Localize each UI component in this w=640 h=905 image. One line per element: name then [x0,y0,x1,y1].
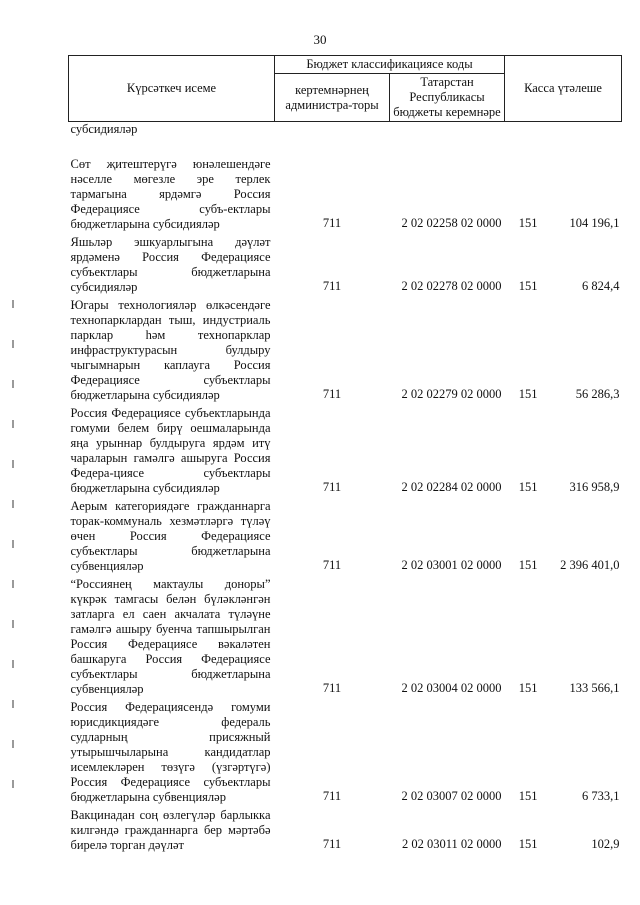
row-admin-code: 711 [322,837,342,851]
table-row [69,700,622,808]
income-subcode: 151 [518,480,538,494]
continuation-row [69,122,622,158]
row-income-code [390,406,538,499]
row-admin-code: 711 [322,789,342,803]
table-row [69,808,622,856]
row-income-code [390,577,538,700]
income-code: 2 02 03001 02 0000 [401,558,502,572]
row-income-code [390,808,538,856]
row-indicator-name: Яшьләр эшкуарлыгына дәүләт ярдәменә Россия Федерациясе субъектлары бюджетларына субсидияләр [70,235,271,294]
row-indicator-name: Вакцинадан соң өзлегүләр барлыкка килгәндә гражданнарга бер мәртәбә бирелә торган дәүләт [70,808,271,852]
table-row [69,406,622,499]
row-admin-code: 711 [322,681,342,695]
income-code: 2 02 02258 02 0000 [401,216,502,230]
row-income-code [390,157,538,235]
income-code: 2 02 03011 02 0000 [401,837,502,851]
row-income-code [390,235,538,298]
row-cash-amount: 104 196,1 [569,216,620,230]
row-admin-code: 711 [322,279,342,293]
income-code: 2 02 03007 02 0000 [401,789,502,803]
table-row [69,499,622,577]
row-income-code [390,700,538,808]
table-row [69,577,622,700]
header-income: Татарстан Республикасы бюджеты керемнәре [390,74,505,122]
row-cash-amount: 102,9 [591,837,620,851]
row-admin-code: 711 [322,387,342,401]
income-subcode: 151 [518,279,538,293]
table-row [69,157,622,235]
row-cash-amount: 133 566,1 [569,681,620,695]
row-indicator-name: Россия Федерациясендә гомуми юрисдикциядәге федераль судларның присяжный утырышчыларына кандидатлар исемлекләрен төзүгә (үзгәртүгә) Россия Федерациясе субъектлары бюджетларына субвенцияләр [70,700,271,804]
row-indicator-name: Сөт җитештерүгә юнәлешендәге нәселле мөгезле эре терлек тармагына ярдәмгә Россия Федерациясе субъ-ектлары бюджетларына субсидияләр [70,157,271,231]
page-number: 30 [313,32,327,47]
income-subcode: 151 [518,558,538,572]
row-indicator-name: Россия Федерациясе субъектларында гомуми белем бирү оешмаларында яңа урыннар булдыруга ярдәм итү чараларын гамәлгә ашыруга Россия Федера-циясе субъектлары бюджетларына субсидияләр [70,406,271,495]
table-row [69,235,622,298]
header-indicator-name: Күрсәткеч исеме [69,56,275,122]
header-budget-code: Бюджет классификациясе коды [275,56,505,74]
header-admin: кертемнәрнең администра-торы [275,74,390,122]
income-subcode: 151 [518,681,538,695]
row-indicator-name: Аерым категориядәге гражданнарга торак-коммуналь хезмәтләргә түләү өчен Россия Федерациясе субъектлары бюджетларына субвенцияләр [70,499,271,573]
row-admin-code: 711 [322,216,342,230]
budget-table [68,55,622,856]
income-subcode: 151 [518,789,538,803]
binding-marks [12,300,18,820]
row-admin-code: 711 [322,480,342,494]
row-cash-amount: 56 286,3 [575,387,620,401]
row-cash-amount: 6 733,1 [582,789,620,803]
income-code: 2 02 02279 02 0000 [401,387,502,401]
income-code: 2 02 02278 02 0000 [401,279,502,293]
continuation-text: субсидияләр [70,122,138,136]
table-row [69,298,622,406]
income-code: 2 02 03004 02 0000 [401,681,502,695]
row-indicator-name: “Россиянең мактаулы доноры” күкрәк тамгасы белән бүләкләнгән затларга ел саен акчалата түләүне гамәлгә ашыру буенча тапшырылган Россия Федерациясе вәкаләтен башкаруга Россия Федерациясе субъектлары бюджетларына субвенцияләр [70,577,271,696]
income-subcode: 151 [518,837,538,851]
row-income-code [390,499,538,577]
income-code: 2 02 02284 02 0000 [401,480,502,494]
row-cash-amount: 316 958,9 [569,480,620,494]
row-cash-amount: 2 396 401,0 [560,558,620,572]
income-subcode: 151 [518,387,538,401]
income-subcode: 151 [518,216,538,230]
row-admin-code: 711 [322,558,342,572]
row-income-code [390,298,538,406]
table-body [69,122,622,857]
header-cash-execution: Касса үтәлеше [505,56,622,122]
row-indicator-name: Югары технологияләр өлкәсендәге технопарклардан тыш, индустриаль парклар һәм технопарклар инфраструктурасын булдыру чыгымнарын каплауга Россия Федерациясе субъектлары бюджетларына субсидияләр [70,298,271,402]
row-cash-amount: 6 824,4 [582,279,620,293]
